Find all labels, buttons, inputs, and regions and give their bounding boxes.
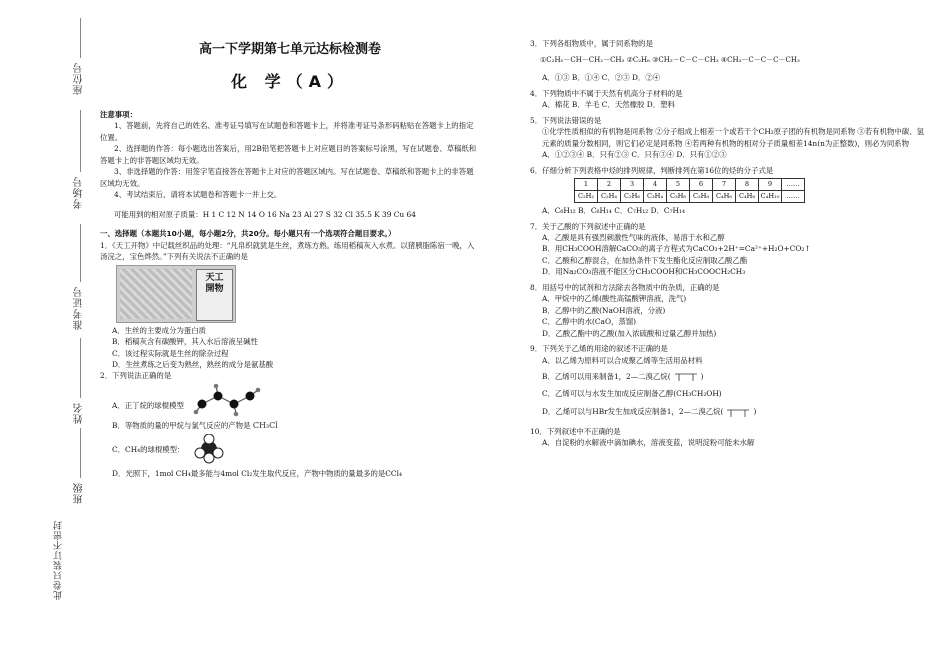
table-cell: …… [782,191,805,203]
q5-body: ①化学性质相似的有机物是同系物 ②分子组成上相差一个或若干个CH₂原子团的有机物是同系物 ③若有机物中碳、氢元素的质量分数相同，则它们必定是同系物 ④若两种有机物的相对分子质量相差14n(n为正整数)，则必为同系物 [542,127,924,148]
left-column [100,40,480,480]
q8-option: B．乙醇中的乙酸(NaOH溶液，分液) [542,305,666,315]
section1-heading: 一、选择题（本题共10小题，每小题2分，共20分。每小题只有一个选项符合题目要求。） [100,229,396,239]
q10-option: A．自淀粉的水解液中滴加碘水，溶液变蓝，说明淀粉可能未水解 [542,438,755,448]
table-cell: C₄H₁₀ [759,191,782,203]
q7-stem: 7．关于乙酸的下列叙述中正确的是 [530,221,646,231]
q1-stem: 1．《天工开物》中记载丝织品的处理：“凡帛织就犹是生丝，煮练方熟。练用稻稿灰入水煮。以猪胰脂陈宿一晚，入汤浣之，宝色烨然。”下列有关说法不正确的是 [100,240,475,262]
q9-option: D．乙烯可以与HBr发生加成反应制备1，2—二溴乙烷( ) [530,404,930,420]
q2-option-b-text: B．等物质的量的甲烷与氯气反应的产物是 [112,421,251,431]
q2-option [100,420,480,432]
name-line [80,338,81,398]
table-row [575,191,805,203]
q9-option-b-text: B．乙烯可以用来制备1，2—二溴乙烷( [542,372,671,382]
q9-option: B．乙烯可以用来制备1，2—二溴乙烷( ) [530,370,930,384]
q7-option: D．用Na₂CO₃溶液不能区分CH₃COOH和CH₃COOCH₂CH₃ [542,267,746,277]
q1-option: D．生丝煮练之后变为熟丝，熟丝的成分是氨基酸 [112,359,274,369]
table-cell: 7 [713,179,736,191]
table-cell: 8 [736,179,759,191]
ticket-line [80,224,81,282]
table-cell: 1 [575,179,598,191]
hydrocarbon-sequence-table [574,178,805,203]
table-cell: C₄H₆ [713,191,736,203]
q9-option: A．以乙烯为原料可以合成聚乙烯等生活用品材料 [542,355,703,365]
ticket-label: 准考证号 [74,286,85,330]
book-title: 天工開物 [205,272,224,294]
q6-stem: 6．仔细分析下列表格中烃的排列规律，判断排列在第16位的烃的分子式是 [530,165,774,175]
q10-stem: 10．下列叙述中不正确的是 [530,426,621,436]
seat-line [80,18,81,58]
room-label: 考场号 [74,176,85,209]
q2-option-a-row [100,382,480,418]
table-cell: 9 [759,179,782,191]
seal-note: 此卷只装订不密封 [54,520,64,600]
q5-stem: 5．下列说法错误的是 [530,115,602,125]
table-cell: …… [782,179,805,191]
table-cell: C₃H₈ [690,191,713,203]
table-cell: C₂H₂ [575,191,598,203]
q8-option: C．乙醇中的水(CaO，蒸馏) [542,317,637,327]
q9-stem: 9．下列关于乙烯的用途的叙述不正确的是 [530,344,668,354]
class-label: 班级 [74,482,85,504]
q8-stem: 8．用括号中的试剂和方法除去各物质中的杂质，正确的是 [530,282,720,292]
table-cell: C₃H₄ [644,191,667,203]
q4-options: A．棉花 B．羊毛 C．天然橡胶 D．塑料 [542,100,675,110]
q9-option: C．乙烯可以与水发生加成反应制备乙醇(CH₃CH₂OH) [542,389,722,399]
book-cover [196,269,233,321]
exam-subject: 化 学（A） [231,72,349,92]
methane-model-icon [194,434,224,464]
q7-option: C．乙酸和乙醇混合，在加热条件下发生酯化反应制取乙酸乙酯 [542,255,748,265]
q3-options: A．①③ B．①④ C．②③ D．②④ [542,73,661,83]
notice-item: 4、考试结束后，请将本试题卷和答题卡一并上交。 [114,190,282,200]
seat-label: 座位号 [74,62,85,95]
q7-option: B．用CH₃COOH溶解CaCO₃的离子方程式为CaCO₃+2H⁺=Ca²⁺+H₂O+CO₂↑ [542,244,811,254]
notice-item: 3、非选择题的作答：用签字笔直接答在答题卡上对应的答题区域内。写在试题卷、草稿纸和答题卡上的非答题区域均无效。 [100,167,474,188]
illustration-panel [120,269,192,319]
q1-option: B．稻稿灰含有碳酸钾，其入水后溶液呈碱性 [112,337,258,347]
dibromoethane-structure-icon [723,404,753,420]
table-cell: 5 [667,179,690,191]
name-label: 姓名 [74,402,85,424]
q6-options: A．C₆H₁₂ B．C₆H₁₄ C．C₇H₁₂ D．C₇H₁₄ [542,206,685,216]
table-cell: 6 [690,179,713,191]
notice-heading: 注意事项： [100,109,137,119]
dibromoethane-structure-icon [671,370,701,384]
table-cell: C₂H₆ [621,191,644,203]
q2-option: D．光照下，1mol CH₄最多能与4mol Cl₂发生取代反应，产物中物质的量最多的是CCl₄ [112,469,402,479]
table-cell: C₄H₈ [736,191,759,203]
q1-option: A．生丝的主要成分为蛋白质 [112,325,207,335]
q1-option: C．该过程实际就是生丝的除杂过程 [112,348,229,358]
right-column [530,38,930,449]
q8-option: D．乙酸乙酯中的乙酸(加入浓硫酸和过量乙醇并加热) [542,328,717,338]
q9-option-d-text: D．乙烯可以与HBr发生加成反应制备1，2—二溴乙烷( [542,406,724,416]
butane-ball-stick-icon [192,382,262,418]
q4-stem: 4．下列物质中不属于天然有机高分子材料的是 [530,88,683,98]
binding-margin [0,0,100,672]
tiangong-kaiwu-image [116,265,236,323]
notice-item: 2、选择题的作答：每小题选出答案后，用2B铅笔把答题卡上对应题目的答案标号涂黑，写在试题卷、草稿纸和答题卡上的非答题区域均无效。 [100,144,477,165]
table-cell: 4 [644,179,667,191]
class-line [80,428,81,478]
room-line [80,110,81,172]
q2-option: A．正丁烷的球棍模型 [112,400,184,410]
q2-option: C．CH₄的球棍模型： [112,445,185,455]
q3-stem: 3．下列各组物质中，属于同系物的是 [530,39,653,48]
q3-structures: ①C₂H₅－CH－CH₂－CH₃ ②C₂H₆ ③CH₃－C－C－CH₃ ④CH₃－C－C－C－CH₃ [540,56,800,65]
q2-option-b-formula: CH₃Cl [252,420,278,430]
q7-option: A．乙酸是具有强烈刺激性气味的液体，易溶于水和乙醇 [542,233,725,242]
q2-option-c-row [100,434,480,464]
notice-item: 1、答题前，先将自己的姓名、准考证号填写在试题卷和答题卡上，并将准考证号条形码粘贴在答题卡上的指定位置。 [100,121,474,142]
q2-stem: 2．下列说法正确的是 [100,371,172,381]
table-cell: C₂H₄ [598,191,621,203]
atomic-masses: 可能用到的相对原子质量：H 1 C 12 N 14 O 16 Na 23 Al 27 S 32 Cl 35.5 K 39 Cu 64 [114,209,416,219]
table-cell: C₃H₆ [667,191,690,203]
table-cell: 2 [598,179,621,191]
exam-title: 高一下学期第七单元达标检测卷 [198,42,381,57]
table-cell: 3 [621,179,644,191]
q5-options: A．①②③④ B．只有②③ C．只有③④ D．只有①②③ [542,150,727,160]
q8-option: A．甲烷中的乙烯(酸性高锰酸钾溶液，洗气) [542,294,687,304]
table-header-row [575,179,805,191]
